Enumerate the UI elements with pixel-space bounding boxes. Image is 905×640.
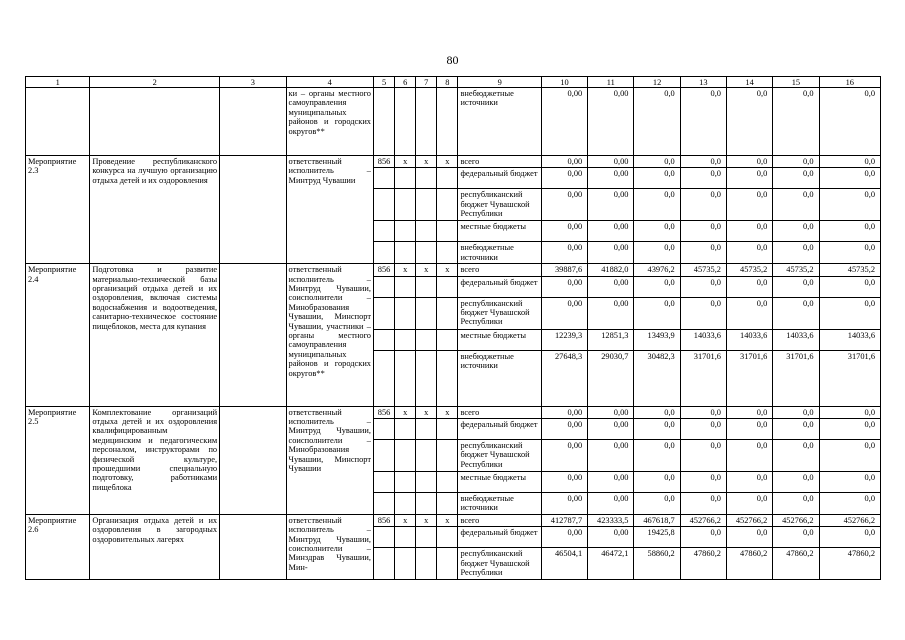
empty-cell xyxy=(437,493,458,515)
empty-cell xyxy=(437,440,458,472)
value-cell: 12851,3 xyxy=(588,329,634,350)
value-cell: 0,00 xyxy=(541,88,587,156)
empty-cell xyxy=(374,440,395,472)
value-cell: 412787,7 xyxy=(541,514,587,526)
funding-source-cell: федеральный бюджет xyxy=(458,168,541,189)
table-row xyxy=(26,88,881,156)
value-cell: 0,0 xyxy=(819,189,880,221)
column-header: 15 xyxy=(773,77,819,88)
empty-cell xyxy=(416,297,437,329)
value-cell: 0,0 xyxy=(726,419,772,440)
empty-cell xyxy=(374,419,395,440)
column-header: 1 xyxy=(26,77,90,88)
empty-cell xyxy=(395,493,416,515)
value-cell: 0,0 xyxy=(819,419,880,440)
empty-cell xyxy=(26,88,90,156)
column-header: 16 xyxy=(819,77,880,88)
code-cell: x xyxy=(395,264,416,276)
table-row xyxy=(26,264,881,276)
empty-cell xyxy=(374,527,395,548)
value-cell: 0,0 xyxy=(634,88,680,156)
table-row xyxy=(26,156,881,168)
code-cell: x xyxy=(437,264,458,276)
value-cell: 0,00 xyxy=(588,189,634,221)
value-cell: 14033,6 xyxy=(773,329,819,350)
value-cell: 29030,7 xyxy=(588,350,634,406)
code-cell: 856 xyxy=(374,264,395,276)
empty-cell xyxy=(416,350,437,406)
value-cell: 0,0 xyxy=(726,189,772,221)
empty-cell xyxy=(437,276,458,297)
table-row xyxy=(26,406,881,418)
value-cell: 0,00 xyxy=(541,297,587,329)
value-cell: 0,0 xyxy=(680,527,726,548)
value-cell: 45735,2 xyxy=(819,264,880,276)
code-cell: x xyxy=(437,156,458,168)
value-cell: 0,0 xyxy=(773,440,819,472)
value-cell: 31701,6 xyxy=(726,350,772,406)
value-cell: 0,00 xyxy=(588,297,634,329)
empty-cell xyxy=(437,242,458,264)
value-cell: 12239,3 xyxy=(541,329,587,350)
value-cell: 0,00 xyxy=(588,440,634,472)
code-cell: x xyxy=(437,406,458,418)
column-header: 5 xyxy=(374,77,395,88)
funding-source-cell: внебюджетные источники xyxy=(458,242,541,264)
value-cell: 0,0 xyxy=(726,156,772,168)
value-cell: 0,0 xyxy=(819,297,880,329)
value-cell: 0,0 xyxy=(819,440,880,472)
value-cell: 30482,3 xyxy=(634,350,680,406)
table-row xyxy=(26,514,881,526)
value-cell: 0,0 xyxy=(773,168,819,189)
event-code-cell: Мероприятие 2.5 xyxy=(26,406,90,514)
code-cell: x xyxy=(395,406,416,418)
empty-cell xyxy=(416,276,437,297)
funding-source-cell: республиканский бюджет Чувашской Республики xyxy=(458,189,541,221)
value-cell: 452766,2 xyxy=(773,514,819,526)
column-header: 14 xyxy=(726,77,772,88)
funding-source-cell: местные бюджеты xyxy=(458,221,541,242)
value-cell: 0,0 xyxy=(773,297,819,329)
code-cell: x xyxy=(416,156,437,168)
value-cell: 0,00 xyxy=(588,472,634,493)
value-cell: 0,0 xyxy=(726,493,772,515)
value-cell: 0,00 xyxy=(588,242,634,264)
empty-cell xyxy=(395,440,416,472)
value-cell: 0,0 xyxy=(726,168,772,189)
value-cell: 0,0 xyxy=(680,156,726,168)
value-cell: 45735,2 xyxy=(773,264,819,276)
empty-cell xyxy=(416,493,437,515)
value-cell: 0,0 xyxy=(819,406,880,418)
value-cell: 0,0 xyxy=(634,168,680,189)
empty-cell xyxy=(416,329,437,350)
empty-cell xyxy=(437,350,458,406)
value-cell: 0,0 xyxy=(680,419,726,440)
value-cell: 0,00 xyxy=(541,189,587,221)
value-cell: 0,0 xyxy=(634,189,680,221)
value-cell: 0,0 xyxy=(726,88,772,156)
value-cell: 39887,6 xyxy=(541,264,587,276)
empty-cell xyxy=(416,242,437,264)
value-cell: 0,00 xyxy=(541,472,587,493)
empty-cell xyxy=(220,514,286,579)
column-header: 9 xyxy=(458,77,541,88)
event-name-cell: Проведение республиканского конкурса на лучшую организацию отдыха детей и их оздоровления xyxy=(90,156,220,264)
value-cell: 0,00 xyxy=(541,156,587,168)
executor-cell: ответственный исполнитель – Минтруд Чувашии, соисполнители – Минобразования Чувашии, Минспорт Чувашии, участники – органы местного самоуправления муниципальных районов и городских округов** xyxy=(286,264,374,406)
executor-cell: ответственный исполнитель – Минтруд Чувашии, соисполнители – Минздрав Чувашии, Мин- xyxy=(286,514,374,579)
code-cell: x xyxy=(395,514,416,526)
value-cell: 0,0 xyxy=(634,242,680,264)
empty-cell xyxy=(416,419,437,440)
value-cell: 0,00 xyxy=(588,168,634,189)
column-header: 12 xyxy=(634,77,680,88)
event-name-cell: Комплектование организаций отдыха детей и их оздоровления квалифицированным медицинским и педагогическим персоналом, инструкторами по физической культуре, прошедшими специальную подготовку, работниками пищеблока xyxy=(90,406,220,514)
empty-cell xyxy=(374,472,395,493)
executor-cell: ответственный исполнитель – Минтруд Чувашии xyxy=(286,156,374,264)
empty-cell xyxy=(374,168,395,189)
value-cell: 45735,2 xyxy=(680,264,726,276)
value-cell: 0,0 xyxy=(773,221,819,242)
funding-source-cell: республиканский бюджет Чувашской Республики xyxy=(458,440,541,472)
event-code-cell: Мероприятие 2.6 xyxy=(26,514,90,579)
funding-source-cell: федеральный бюджет xyxy=(458,527,541,548)
empty-cell xyxy=(374,221,395,242)
empty-cell xyxy=(416,168,437,189)
value-cell: 0,0 xyxy=(819,472,880,493)
empty-cell xyxy=(416,88,437,156)
empty-cell xyxy=(220,406,286,514)
empty-cell xyxy=(437,472,458,493)
funding-source-cell: всего xyxy=(458,156,541,168)
value-cell: 423333,5 xyxy=(588,514,634,526)
value-cell: 0,0 xyxy=(773,242,819,264)
funding-source-cell: республиканский бюджет Чувашской Республики xyxy=(458,548,541,580)
value-cell: 0,00 xyxy=(588,276,634,297)
empty-cell xyxy=(374,297,395,329)
value-cell: 31701,6 xyxy=(773,350,819,406)
value-cell: 47860,2 xyxy=(680,548,726,580)
column-header: 13 xyxy=(680,77,726,88)
funding-source-cell: всего xyxy=(458,514,541,526)
empty-cell xyxy=(395,419,416,440)
empty-cell xyxy=(416,221,437,242)
value-cell: 0,00 xyxy=(588,527,634,548)
value-cell: 0,0 xyxy=(726,297,772,329)
column-header: 6 xyxy=(395,77,416,88)
empty-cell xyxy=(374,493,395,515)
value-cell: 0,00 xyxy=(541,276,587,297)
value-cell: 47860,2 xyxy=(773,548,819,580)
value-cell: 0,0 xyxy=(773,189,819,221)
value-cell: 31701,6 xyxy=(819,350,880,406)
value-cell: 0,0 xyxy=(634,406,680,418)
column-header: 4 xyxy=(286,77,374,88)
value-cell: 0,0 xyxy=(680,168,726,189)
empty-cell xyxy=(395,88,416,156)
value-cell: 19425,8 xyxy=(634,527,680,548)
funding-source-cell: местные бюджеты xyxy=(458,472,541,493)
empty-cell xyxy=(395,221,416,242)
empty-cell xyxy=(395,548,416,580)
executor-cell: ки – органы местного самоуправления муниципальных районов и городских округов** xyxy=(286,88,374,156)
empty-cell xyxy=(395,168,416,189)
value-cell: 0,00 xyxy=(588,406,634,418)
column-header: 7 xyxy=(416,77,437,88)
value-cell: 45735,2 xyxy=(726,264,772,276)
value-cell: 0,0 xyxy=(726,527,772,548)
value-cell: 0,0 xyxy=(726,472,772,493)
value-cell: 0,00 xyxy=(588,156,634,168)
value-cell: 0,0 xyxy=(680,189,726,221)
code-cell: x xyxy=(416,514,437,526)
empty-cell xyxy=(437,168,458,189)
empty-cell xyxy=(395,276,416,297)
value-cell: 0,0 xyxy=(680,297,726,329)
event-name-cell: Подготовка и развитие материально-технической базы организаций отдыха детей и их оздоровления, включая системы водоснабжения и водоотведения, санитарно-техническое состояние пищеблоков, места для купания xyxy=(90,264,220,406)
value-cell: 43976,2 xyxy=(634,264,680,276)
value-cell: 0,0 xyxy=(634,156,680,168)
value-cell: 0,0 xyxy=(680,406,726,418)
empty-cell xyxy=(437,88,458,156)
value-cell: 0,0 xyxy=(726,242,772,264)
code-cell: x xyxy=(416,264,437,276)
value-cell: 31701,6 xyxy=(680,350,726,406)
empty-cell xyxy=(437,221,458,242)
code-cell: x xyxy=(437,514,458,526)
funding-source-cell: федеральный бюджет xyxy=(458,419,541,440)
value-cell: 47860,2 xyxy=(726,548,772,580)
empty-cell xyxy=(374,350,395,406)
code-cell: x xyxy=(395,156,416,168)
value-cell: 0,0 xyxy=(773,156,819,168)
empty-cell xyxy=(220,156,286,264)
code-cell: x xyxy=(416,406,437,418)
value-cell: 0,0 xyxy=(773,493,819,515)
value-cell: 0,0 xyxy=(819,168,880,189)
empty-cell xyxy=(395,189,416,221)
value-cell: 452766,2 xyxy=(726,514,772,526)
value-cell: 0,0 xyxy=(680,493,726,515)
value-cell: 0,00 xyxy=(541,440,587,472)
empty-cell xyxy=(437,297,458,329)
executor-cell: ответственный исполнитель – Минтруд Чувашии, соисполнители – Минобразования Чувашии, Минспорт Чувашии xyxy=(286,406,374,514)
empty-cell xyxy=(90,88,220,156)
funding-source-cell: внебюджетные источники xyxy=(458,350,541,406)
value-cell: 0,0 xyxy=(819,493,880,515)
value-cell: 452766,2 xyxy=(680,514,726,526)
empty-cell xyxy=(395,527,416,548)
empty-cell xyxy=(220,88,286,156)
value-cell: 58860,2 xyxy=(634,548,680,580)
header-row xyxy=(26,77,881,88)
empty-cell xyxy=(416,527,437,548)
value-cell: 14033,6 xyxy=(819,329,880,350)
value-cell: 0,0 xyxy=(819,527,880,548)
funding-source-cell: федеральный бюджет xyxy=(458,276,541,297)
code-cell: 856 xyxy=(374,406,395,418)
value-cell: 0,0 xyxy=(726,221,772,242)
funding-source-cell: всего xyxy=(458,264,541,276)
empty-cell xyxy=(395,297,416,329)
value-cell: 0,0 xyxy=(680,472,726,493)
value-cell: 0,0 xyxy=(819,242,880,264)
value-cell: 0,0 xyxy=(680,440,726,472)
value-cell: 0,0 xyxy=(634,440,680,472)
value-cell: 0,00 xyxy=(541,221,587,242)
value-cell: 0,0 xyxy=(680,242,726,264)
empty-cell xyxy=(374,88,395,156)
value-cell: 0,0 xyxy=(773,88,819,156)
event-code-cell: Мероприятие 2.3 xyxy=(26,156,90,264)
column-header: 3 xyxy=(220,77,286,88)
value-cell: 0,0 xyxy=(634,493,680,515)
page-number: 80 xyxy=(446,53,459,67)
funding-source-cell: внебюджетные источники xyxy=(458,493,541,515)
value-cell: 0,00 xyxy=(588,493,634,515)
event-name-cell: Организация отдыха детей и их оздоровления в загородных оздоровительных лагерях xyxy=(90,514,220,579)
value-cell: 0,0 xyxy=(726,440,772,472)
empty-cell xyxy=(395,329,416,350)
value-cell: 47860,2 xyxy=(819,548,880,580)
empty-cell xyxy=(395,350,416,406)
empty-cell xyxy=(374,329,395,350)
empty-cell xyxy=(416,548,437,580)
empty-cell xyxy=(395,242,416,264)
column-header: 8 xyxy=(437,77,458,88)
value-cell: 0,00 xyxy=(541,406,587,418)
value-cell: 0,0 xyxy=(773,527,819,548)
value-cell: 41882,0 xyxy=(588,264,634,276)
value-cell: 0,0 xyxy=(773,419,819,440)
value-cell: 27648,3 xyxy=(541,350,587,406)
value-cell: 14033,6 xyxy=(726,329,772,350)
value-cell: 0,0 xyxy=(773,472,819,493)
value-cell: 452766,2 xyxy=(819,514,880,526)
code-cell: 856 xyxy=(374,156,395,168)
value-cell: 0,0 xyxy=(680,276,726,297)
funding-source-cell: республиканский бюджет Чувашской Республики xyxy=(458,297,541,329)
column-header: 2 xyxy=(90,77,220,88)
value-cell: 0,0 xyxy=(819,221,880,242)
value-cell: 0,0 xyxy=(773,406,819,418)
code-cell: 856 xyxy=(374,514,395,526)
value-cell: 0,0 xyxy=(680,88,726,156)
funding-source-cell: всего xyxy=(458,406,541,418)
value-cell: 0,0 xyxy=(634,419,680,440)
empty-cell xyxy=(437,419,458,440)
value-cell: 0,00 xyxy=(588,221,634,242)
funding-source-cell: внебюджетные источники xyxy=(458,88,541,156)
value-cell: 0,0 xyxy=(634,472,680,493)
empty-cell xyxy=(374,276,395,297)
value-cell: 0,00 xyxy=(588,419,634,440)
value-cell: 14033,6 xyxy=(680,329,726,350)
empty-cell xyxy=(416,189,437,221)
empty-cell xyxy=(374,189,395,221)
event-code-cell: Мероприятие 2.4 xyxy=(26,264,90,406)
empty-cell xyxy=(374,548,395,580)
value-cell: 0,0 xyxy=(634,276,680,297)
empty-cell xyxy=(220,264,286,406)
empty-cell xyxy=(437,189,458,221)
value-cell: 46472,1 xyxy=(588,548,634,580)
empty-cell xyxy=(395,472,416,493)
empty-cell xyxy=(437,548,458,580)
value-cell: 46504,1 xyxy=(541,548,587,580)
column-header: 11 xyxy=(588,77,634,88)
value-cell: 467618,7 xyxy=(634,514,680,526)
budget-table xyxy=(25,76,881,580)
value-cell: 0,0 xyxy=(773,276,819,297)
value-cell: 0,00 xyxy=(588,88,634,156)
value-cell: 0,0 xyxy=(726,276,772,297)
value-cell: 0,0 xyxy=(819,276,880,297)
funding-source-cell: местные бюджеты xyxy=(458,329,541,350)
value-cell: 0,00 xyxy=(541,242,587,264)
empty-cell xyxy=(437,329,458,350)
value-cell: 0,0 xyxy=(634,221,680,242)
value-cell: 0,0 xyxy=(819,156,880,168)
value-cell: 0,0 xyxy=(819,88,880,156)
empty-cell xyxy=(437,527,458,548)
value-cell: 0,00 xyxy=(541,419,587,440)
empty-cell xyxy=(416,472,437,493)
value-cell: 0,00 xyxy=(541,168,587,189)
value-cell: 0,0 xyxy=(726,406,772,418)
empty-cell xyxy=(374,242,395,264)
value-cell: 0,00 xyxy=(541,527,587,548)
value-cell: 0,0 xyxy=(680,221,726,242)
value-cell: 0,0 xyxy=(634,297,680,329)
value-cell: 0,00 xyxy=(541,493,587,515)
value-cell: 13493,9 xyxy=(634,329,680,350)
column-header: 10 xyxy=(541,77,587,88)
empty-cell xyxy=(416,440,437,472)
